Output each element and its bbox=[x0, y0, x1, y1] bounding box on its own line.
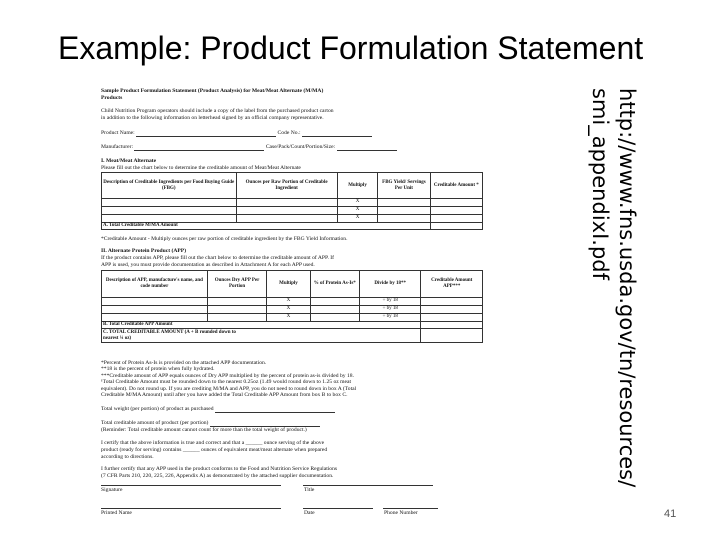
table-row bbox=[102, 207, 483, 215]
table-total-row bbox=[102, 322, 483, 329]
section1-title: I. Meat/Meat Alternate bbox=[101, 158, 157, 164]
weight-purchased-row bbox=[101, 406, 335, 413]
app-table bbox=[101, 270, 483, 343]
manufacturer-row bbox=[101, 144, 397, 151]
phone-line[interactable] bbox=[383, 508, 438, 509]
slide-title: Example: Product Formulation Statement bbox=[58, 30, 644, 66]
title-label: Title bbox=[304, 487, 315, 493]
formulation-statement-document bbox=[101, 88, 561, 520]
meat-total-label: A. Total Creditable M/MA Amount bbox=[102, 223, 431, 230]
table-row bbox=[102, 314, 483, 322]
doc-intro-line2: in addition to the following information on letterhead signed by an official company representative. bbox=[101, 115, 324, 121]
grand-total-line2: nearest ¼ oz) bbox=[103, 335, 132, 341]
divide-by-18: ÷ by 18 bbox=[359, 314, 420, 322]
meat-col-description: Description of Creditable Ingredients per Food Buying Guide (FBG) bbox=[102, 173, 237, 199]
source-url[interactable] bbox=[560, 88, 640, 528]
doc-heading: Sample Product Formulation Statement (Product Analysis) for Meat/Meat Alternate (M/MA) bbox=[101, 88, 324, 94]
source-url-line1[interactable]: http://www.fns.usda.gov/tn/resources/ bbox=[615, 88, 639, 488]
total-creditable-field[interactable] bbox=[210, 420, 320, 427]
note-line: *Percent of Protein As-Is is provided on the attached APP documentation. bbox=[101, 360, 267, 366]
meat-col-ounces: Ounces per Raw Portion of Creditable Ingredient bbox=[236, 173, 337, 199]
further-certify-line1: I further certify that any APP used in the product conforms to the Food and Nutrition Service Regulations bbox=[101, 466, 338, 472]
doc-intro-line1: Child Nutrition Program operators should include a copy of the label from the purchased product carton bbox=[101, 108, 334, 114]
table-row bbox=[102, 215, 483, 223]
note-line: equivalent). Do not round up. If you are crediting M/MA and APP, you do not need to round down in box A (Total bbox=[101, 385, 357, 392]
meat-table bbox=[101, 172, 483, 230]
manufacturer-field[interactable] bbox=[134, 144, 264, 151]
code-no-label: Code No.: bbox=[277, 130, 301, 137]
multiply-x: X bbox=[337, 199, 378, 207]
signature-line[interactable] bbox=[101, 485, 281, 486]
app-notes bbox=[101, 360, 356, 398]
meat-col-creditable: Creditable Amount * bbox=[430, 173, 482, 199]
multiply-x: X bbox=[267, 298, 310, 306]
app-col-ounces: Ounces Dry APP Per Portion bbox=[207, 271, 266, 298]
table-total-row bbox=[102, 223, 483, 230]
grand-total-label bbox=[102, 329, 421, 343]
meat-col-yield: FBG Yield/ Servings Per Unit bbox=[378, 173, 430, 199]
weight-purchased-label: Total weight (per portion) of product as purchased bbox=[101, 406, 214, 413]
note-line: ¹Total Creditable Amount must be rounded down to the nearest 0.25oz (1.49 would round down to 1.25 oz meat bbox=[101, 379, 352, 386]
grand-total-line1: C. TOTAL CREDITABLE AMOUNT (A + B rounded down to bbox=[103, 329, 236, 335]
certify-line1: I certify that the above information is true and correct and that a ______ ounce serving of the above bbox=[101, 440, 325, 446]
note-line: Creditable M/MA Amount) until after you have added the Total Creditable APP Amount from box B to box C. bbox=[101, 392, 348, 399]
certify-line2: product (ready for serving) contains ______ ounces of equivalent meat/meat alternate when prepared bbox=[101, 447, 328, 453]
meat-table-note: *Creditable Amount - Multiply ounces per raw portion of creditable ingredient by the FBG Yield Information. bbox=[101, 236, 348, 242]
total-creditable-row bbox=[101, 420, 320, 427]
table-row bbox=[102, 199, 483, 207]
app-col-multiply: Multiply bbox=[267, 271, 310, 298]
section2-instructions-line2: APP is used, you must provide documentation as described in Attachment A for each APP used. bbox=[101, 262, 315, 268]
meat-col-multiply: Multiply bbox=[337, 173, 378, 199]
app-col-divide: Divide by 18** bbox=[359, 271, 420, 298]
date-line[interactable] bbox=[303, 508, 373, 509]
note-line: ***Creditable amount of APP equals ounces of Dry APP multiplied by the percent of protein as-is divided by 18. bbox=[101, 372, 354, 379]
divide-by-18: ÷ by 18 bbox=[359, 306, 420, 314]
phone-label: Phone Number bbox=[384, 510, 418, 516]
case-field[interactable] bbox=[337, 144, 397, 151]
printed-name-line[interactable] bbox=[101, 508, 281, 509]
product-name-label: Product Name: bbox=[101, 130, 135, 137]
title-line[interactable] bbox=[303, 485, 433, 486]
table-total-row bbox=[102, 329, 483, 343]
multiply-x: X bbox=[267, 314, 310, 322]
table-row bbox=[102, 298, 483, 306]
source-url-line2[interactable]: smi_appendixI.pdf bbox=[588, 88, 612, 281]
divide-by-18: ÷ by 18 bbox=[359, 298, 420, 306]
printed-name-label: Printed Name bbox=[101, 510, 132, 516]
app-col-creditable: Creditable Amount APP*** bbox=[421, 271, 483, 298]
total-creditable-label: Total creditable amount of product (per portion) bbox=[101, 420, 209, 427]
code-no-field[interactable] bbox=[302, 130, 372, 137]
product-name-row bbox=[101, 130, 372, 137]
multiply-x: X bbox=[267, 306, 310, 314]
manufacturer-label: Manufacturer: bbox=[101, 144, 133, 151]
product-name-field[interactable] bbox=[136, 130, 276, 137]
signature-label: Signature bbox=[101, 487, 123, 493]
section1-instructions: Please fill out the chart below to determine the creditable amount of Meat/Meat Alternate bbox=[101, 165, 301, 171]
note-line: **18 is the percent of protein when fully hydrated. bbox=[101, 366, 215, 373]
weight-purchased-field[interactable] bbox=[215, 406, 335, 413]
app-col-description: Description of APP, manufacture's name, and code number bbox=[102, 271, 208, 298]
multiply-x: X bbox=[337, 207, 378, 215]
total-creditable-reminder: (Reminder: Total creditable amount cannot count for more than the total weight of product.) bbox=[101, 427, 307, 433]
multiply-x: X bbox=[337, 215, 378, 223]
certify-line3: according to directions. bbox=[101, 454, 154, 460]
doc-heading-line2: Products bbox=[101, 95, 123, 101]
table-row bbox=[102, 306, 483, 314]
app-total-label: B. Total Creditable APP Amount bbox=[102, 322, 421, 329]
section2-title: II. Alternate Protein Product (APP) bbox=[101, 248, 187, 254]
case-label: Case/Pack/Count/Portion/Size: bbox=[265, 144, 336, 151]
section2-instructions-line1: If the product contains APP, please fill out the chart below to determine the creditable amount of APP. If bbox=[101, 255, 335, 261]
date-label: Date bbox=[304, 510, 315, 516]
page-number: 41 bbox=[664, 508, 677, 520]
app-col-protein: % of Protein As-Is* bbox=[310, 271, 359, 298]
further-certify-line2: (7 CFR Parts 210, 220, 225, 226, Appendix A) as demonstrated by the attached supplier documentation. bbox=[101, 473, 334, 479]
